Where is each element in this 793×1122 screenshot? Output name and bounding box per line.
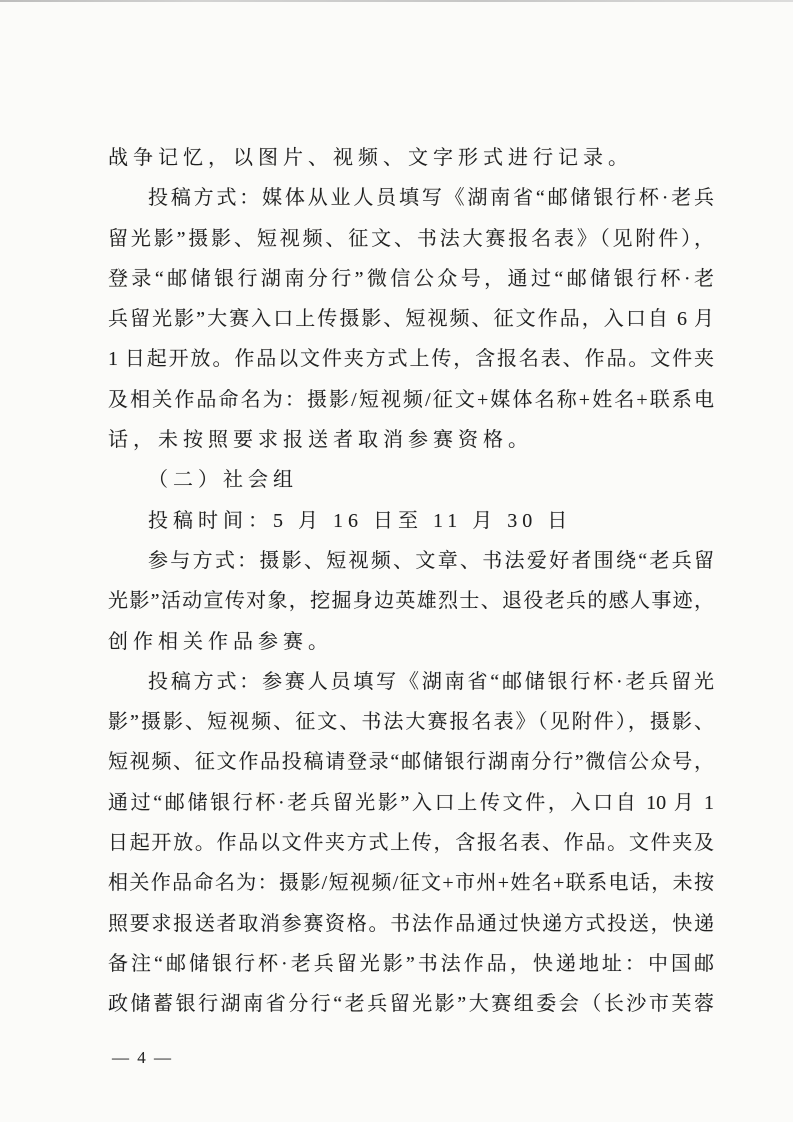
text-line: 短视频、征文作品投稿请登录“邮储银行湖南分行”微信公众号， bbox=[108, 751, 714, 774]
text-line: 留光影”摄影、短视频、征文、书法大赛报名表》（见附件）， bbox=[108, 227, 714, 250]
text-line: 及相关作品命名为：摄影/短视频/征文+媒体名称+姓名+联系电 bbox=[108, 388, 714, 411]
text-line: （二）社会组 bbox=[148, 469, 298, 492]
text-line: 话，未按照要求报送者取消参赛资格。 bbox=[108, 429, 533, 452]
text-line: 1 日起开放。作品以文件夹方式上传，含报名表、作品。文件夹 bbox=[108, 348, 714, 371]
text-line: 备注“邮储银行杯·老兵留光影”书法作品，快递地址：中国邮 bbox=[108, 952, 714, 975]
text-line: 光影”活动宣传对象，挖掘身边英雄烈士、退役老兵的感人事迹， bbox=[108, 590, 714, 613]
text-line: 投稿方式：参赛人员填写《湖南省“邮储银行杯·老兵留光 bbox=[148, 670, 714, 693]
text-line: 影”摄影、短视频、征文、书法大赛报名表》（见附件），摄影、 bbox=[108, 711, 714, 734]
text-line: 通过“邮储银行杯·老兵留光影”入口上传文件，入口自 10 月 1 bbox=[108, 791, 714, 814]
text-line: 参与方式：摄影、短视频、文章、书法爱好者围绕“老兵留 bbox=[148, 549, 714, 572]
scan-edge-artifact bbox=[0, 0, 793, 2]
document-body bbox=[108, 138, 714, 1025]
text-line: 政储蓄银行湖南省分行“老兵留光影”大赛组委会（长沙市芙蓉 bbox=[108, 993, 714, 1016]
text-line: 兵留光影”大赛入口上传摄影、短视频、征文作品，入口自 6 月 bbox=[108, 308, 714, 331]
text-line: 登录“邮储银行湖南分行”微信公众号，通过“邮储银行杯·老 bbox=[108, 267, 714, 290]
text-line: 照要求报送者取消参赛资格。书法作品通过快递方式投送，快递 bbox=[108, 912, 714, 935]
text-line: 战争记忆，以图片、视频、文字形式进行记录。 bbox=[108, 147, 633, 169]
text-line: 投稿方式：媒体从业人员填写《湖南省“邮储银行杯·老兵 bbox=[148, 187, 714, 210]
page-number: — 4 — bbox=[112, 1048, 173, 1067]
text-line: 日起开放。作品以文件夹方式上传，含报名表、作品。文件夹及 bbox=[108, 832, 714, 855]
text-line: 相关作品命名为：摄影/短视频/征文+市州+姓名+联系电话，未按 bbox=[108, 872, 714, 895]
text-line: 投稿时间：5 月 16 日至 11 月 30 日 bbox=[148, 509, 573, 532]
text-line: 创作相关作品参赛。 bbox=[108, 630, 333, 653]
